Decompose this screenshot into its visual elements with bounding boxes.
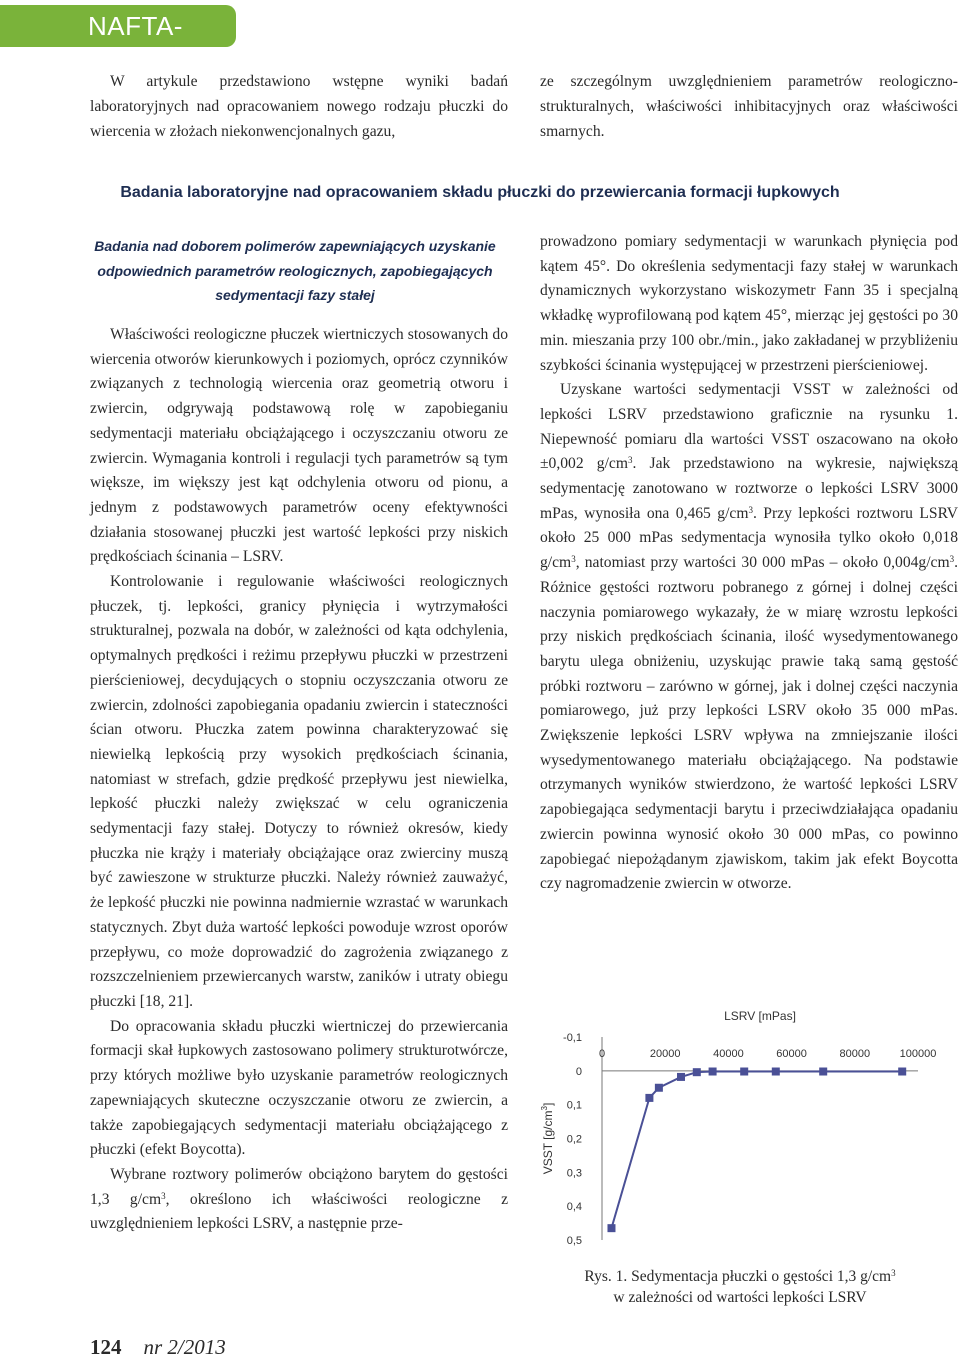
y-tick-label: 0 [575,1065,582,1078]
y-tick-label: 0,1 [566,1099,582,1112]
y-tick-label: 0,3 [566,1167,582,1180]
data-point [740,1068,748,1076]
left-paragraph-1: Właściwości reologiczne płuczek wiertniczych stosowanych do wiercenia otworów kierunkowych i poziomych, oprócz czynników związanych z technologią wiercenia oraz geometrią otworu i zwiercin, odgrywają podstawową rolę w zapobieganiu sedymentacji materiału obciążającego i oczyszczaniu otworu ze zwiercin. Wymagania kontroli i regulacji tych parametrów są tym większe, im większy jest kąt odchylenia otworu od pionu, a jednym z podstawowych parametrów oceny efektywności działania stosowanej płuczki jest wartość lepkości przy niskich prędkościach ścinania – LSRV. [90,326,508,566]
page-number: 124 [90,1335,122,1359]
data-point [693,1068,701,1076]
x-tick-label: 100000 [899,1047,937,1060]
y-axis-title-base: VSST [g/cm [541,1110,555,1175]
right-p2-text-d: , natomiast przy wartości 30 000 mPas – około 0,004g/cm [575,554,950,572]
right-paragraph-1: prowadzono pomiary sedymentacji w warunkach płynięcia pod kątem 45°. Do określenia sedymentacji fazy stałej w warunkach dynamicznych wykorzystano wiskozymetr Fann 35 i specjalną wkładkę wyprofilowaną pod kątem 45°, mierząc jej gęstości po 30 min. mieszania przy 100 obr./min., jako zakładanej w przybliżeniu szybkości ścinania występującej w przestrzeni pierścieniowej. [540,233,958,374]
left-paragraph-2: Kontrolowanie i regulowanie właściwości reologicznych płuczek, tj. lepkości, granicy płynięcia i wytrzymałości strukturalnej, pozwala na dobór, w zależności od kąta odchylenia, optymalnych prędkości i reżimu przepływu płuczki w przestrzeni pierścieniowej, decydujących o stopniu oczyszczania otworu ze zwiercin, zdolności zapobiegania opadaniu zwiercin i stateczności ścian otworu. Płuczka zatem powinna charakteryzować się niewielką lepkością przy wysokich prędkościach ścinania, natomiast w strefach, gdzie prędkość przepływu jest niewielka, lepkość płuczki należy zwiększać w celu ograniczenia sedymentacji fazy stałej. Dotyczy to również okresów, kiedy płuczka nie krąży i materiały obciążające oraz zwierciny muszą być zawieszone w strukturze płuczki. Należy również zauważyć, że lepkość płuczki nie powinna nadmiernie wzrastać w warunkach statycznych. Zbyt duża wartość lepkości powoduje wzrost oporów przepływu, co może doprowadzić do zagrożenia związanego z rozszczelnieniem przewiercanych warstw, zaników i utraty obiegu płuczki [18, 21]. [90,573,508,1010]
data-point [819,1068,827,1076]
data-point [772,1068,780,1076]
figure-caption [540,1266,940,1308]
y-axis-title-end: ] [541,1102,555,1107]
right-p2-sup-4: 3 [949,554,955,565]
left-p4-text-b: , określono ich właściwości reologiczne z uwzględnieniem lepkości LSRV, a następnie prze- [90,1190,508,1233]
caption-line-2: w zależności od wartości lepkości LSRV [613,1289,867,1306]
caption-sup: 3 [891,1268,896,1278]
page-footer [90,1335,226,1360]
data-point [677,1073,685,1081]
intro-left-text: W artykule przedstawiono wstępne wyniki badań laboratoryjnych nad opracowaniem nowego rodzaju płuczki do wiercenia w złożach niekonwencjonalnych gazu, [90,73,508,140]
left-column [90,323,508,1237]
left-paragraph-3: Do opracowania składu płuczki wiertniczej do przewiercania formacji skał łupkowych zastosowano polimery strukturotwórcze, przy których możliwe było uzyskanie parametrów reologicznych zapewniających skuteczne oczyszczanie otworu ze zwiercin, a także zapobiegających sedymentacji materiału obciążającego z płuczki (efekt Boycotta). [90,1017,508,1159]
data-point [607,1224,615,1232]
right-p2-sup-1: 3 [627,455,633,466]
caption-line-1: Rys. 1. Sedymentacja płuczki o gęstości 1,3 g/cm [584,1268,892,1285]
issue-label: nr 2/2013 [143,1335,226,1359]
subsection-heading: Badania nad doborem polimerów zapewniających uzyskanie odpowiednich parametrów reologicznych, zapobiegających sedymentacji fazy stałej [94,238,496,303]
figure-chart [530,1005,956,1260]
right-p2-text-a: Uzyskane wartości sedymentacji VSST w zależności od lepkości LSRV przedstawiono graficznie na rysunku 1. Niepewność pomiaru dla wartości VSST oszacowano na około ±0,002 g/cm [540,381,958,473]
journal-tab [0,5,236,83]
x-tick-label: 80000 [839,1047,871,1060]
data-point [898,1068,906,1076]
series-line [611,1072,902,1229]
right-p2-text-c: . Przy lepkości roztworu LSRV około 25 000 mPas sedymentacja wynosiła tylko około 0,018 g/cm [540,504,958,572]
section-heading: Badania laboratoryjne nad opracowaniem składu płuczki do przewiercania formacji łupkowych [120,184,840,201]
right-p2-sup-3: 3 [571,554,576,565]
right-paragraph-2 [540,378,958,897]
right-p2-text-e: . Różnice gęstości roztworu pobranego z górnej i dolnej części naczynia pomiarowego wykazały, że w miarę wzrostu lepkości przy niskich prędkościach ścinania, ilość wysedymentowanego barytu ulega obniżeniu, uzyskując prawie taką samą gęstość próbki roztworu – zarówno w górnej, jak i dolnej części naczynia pomiarowego, już przy lepkości LSRV około 35 000 mPas. Zwiększenie lepkości LSRV wpływa na zmniejszanie ilości wysedymentowanego materiału obciążającego. Na podstawie otrzymanych wyników stwierdzono, że wartość lepkości LSRV zapobiegająca sedymentacji barytu i przeciwdziałająca opadaniu zwiercin powinna wynosić około 30 000 mPas, co powinno zapobiegać niepożądanym zjawiskom, takim jak efekt Boycotta czy nagromadzenie zwiercin w otworze. [540,554,958,893]
x-tick-label: 20000 [649,1047,681,1060]
x-axis-title: LSRV [mPas] [724,1009,796,1023]
intro-right [540,70,958,144]
intro-left [90,70,508,144]
y-tick-label: 0,4 [566,1201,582,1214]
right-p2-sup-2: 3 [748,504,753,515]
x-tick-label: 0 [598,1047,606,1060]
left-p4-text-a: Wybrane roztwory polimerów obciążono barytem do gęstości 1,3 g/cm [90,1165,508,1208]
x-tick-label: 60000 [776,1047,807,1060]
data-point [645,1094,653,1102]
data-point [709,1068,717,1076]
right-p2-text-b: . Jak przedstawiono na wykresie, największą sedymentację zanotowano w roztworze o lepkości LSRV 3000 mPas, wynosiła ona 0,465 g/cm [540,455,958,522]
data-point [655,1084,663,1092]
left-p4-sup: 3 [161,1190,166,1201]
x-tick-label: 40000 [713,1047,744,1060]
right-column [540,230,958,897]
journal-name: NAFTA-GAZ [88,11,183,83]
y-tick-label: 0,5 [566,1235,582,1247]
intro-right-text: ze szczególnym uwzględnieniem parametrów reologiczno-strukturalnych, właściwości inhibitacyjnych oraz właściwości smarnych. [540,73,958,140]
chart-svg [530,1005,956,1260]
y-tick-label: -0,1 [563,1032,582,1044]
y-axis-title-sup: 3 [540,1106,549,1111]
y-axis-title [540,1103,555,1175]
y-tick-label: 0,2 [566,1133,582,1146]
left-paragraph-4 [90,1163,508,1237]
